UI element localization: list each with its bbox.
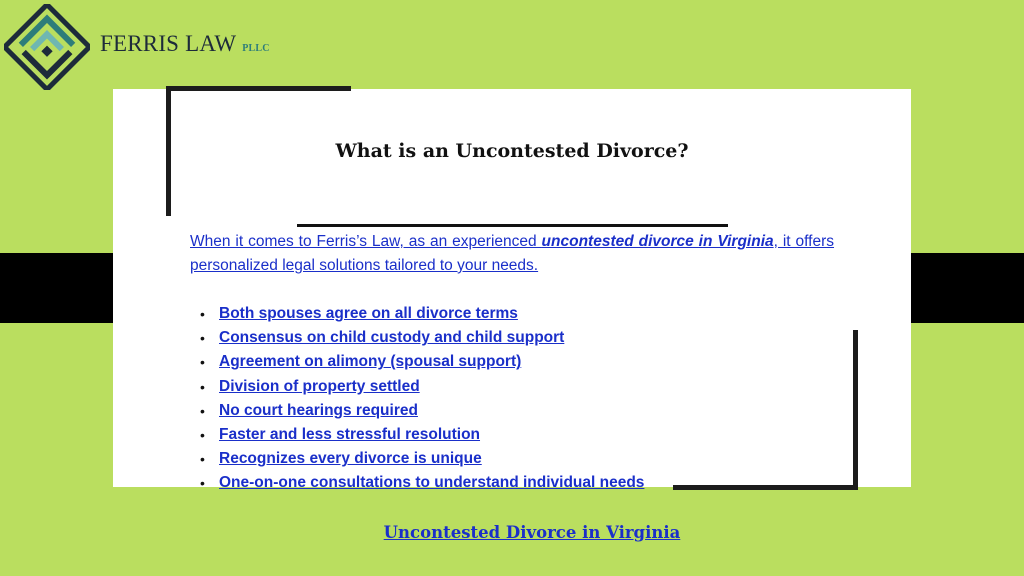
intro-paragraph[interactable] <box>190 230 834 278</box>
list-item <box>200 399 644 423</box>
diamond-chevron-logo-icon <box>4 4 90 90</box>
list-item <box>200 423 644 447</box>
bullet-link[interactable]: No court hearings required <box>219 401 418 419</box>
intro-link[interactable] <box>190 233 834 274</box>
left-black-bar <box>0 253 129 323</box>
brand-suffix: PLLC <box>242 43 270 54</box>
brand-name: FERRIS LAW <box>100 31 237 56</box>
bullet-dot-icon: • <box>200 354 205 371</box>
bullet-dot-icon: • <box>200 451 205 468</box>
top-left-bracket-horizontal <box>166 86 351 91</box>
bottom-right-bracket-vertical <box>853 330 858 490</box>
list-item <box>200 471 644 495</box>
list-item <box>200 375 644 399</box>
brand-logo[interactable] <box>4 4 270 90</box>
footer <box>0 523 1024 542</box>
bullet-dot-icon: • <box>200 402 205 419</box>
bullet-dot-icon: • <box>200 330 205 347</box>
bottom-right-bracket-horizontal <box>673 485 858 490</box>
bullet-link[interactable]: Recognizes every divorce is unique <box>219 450 482 468</box>
bullet-link[interactable]: Faster and less stressful resolution <box>219 426 481 444</box>
bullet-dot-icon: • <box>200 378 205 395</box>
right-black-bar <box>902 253 1024 323</box>
benefits-list <box>200 302 644 496</box>
footer-link[interactable]: Uncontested Divorce in Virginia <box>383 523 681 542</box>
intro-text-before: When it comes to Ferris’s Law, as an experienced <box>190 233 542 250</box>
bullet-link[interactable]: Consensus on child custody and child support <box>219 329 565 347</box>
brand-name-group <box>100 31 270 57</box>
intro-text-after: , it offers personalized legal solutions tailored to your needs. <box>190 233 835 274</box>
bullet-dot-icon: • <box>200 306 205 323</box>
list-item <box>200 302 644 326</box>
bullet-link[interactable]: Division of property settled <box>219 377 420 395</box>
bullet-dot-icon: • <box>200 427 205 444</box>
bullet-link[interactable]: Both spouses agree on all divorce terms <box>219 305 518 323</box>
bullet-link[interactable]: Agreement on alimony (spousal support) <box>219 353 522 371</box>
intro-emphasis: uncontested divorce in Virginia <box>541 233 774 250</box>
title-divider <box>297 224 728 227</box>
page-title: What is an Uncontested Divorce? <box>335 140 689 162</box>
list-item <box>200 326 644 350</box>
list-item <box>200 350 644 374</box>
list-item <box>200 447 644 471</box>
bullet-link[interactable]: One-on-one consultations to understand individual needs <box>219 474 645 492</box>
bullet-dot-icon: • <box>200 475 205 492</box>
